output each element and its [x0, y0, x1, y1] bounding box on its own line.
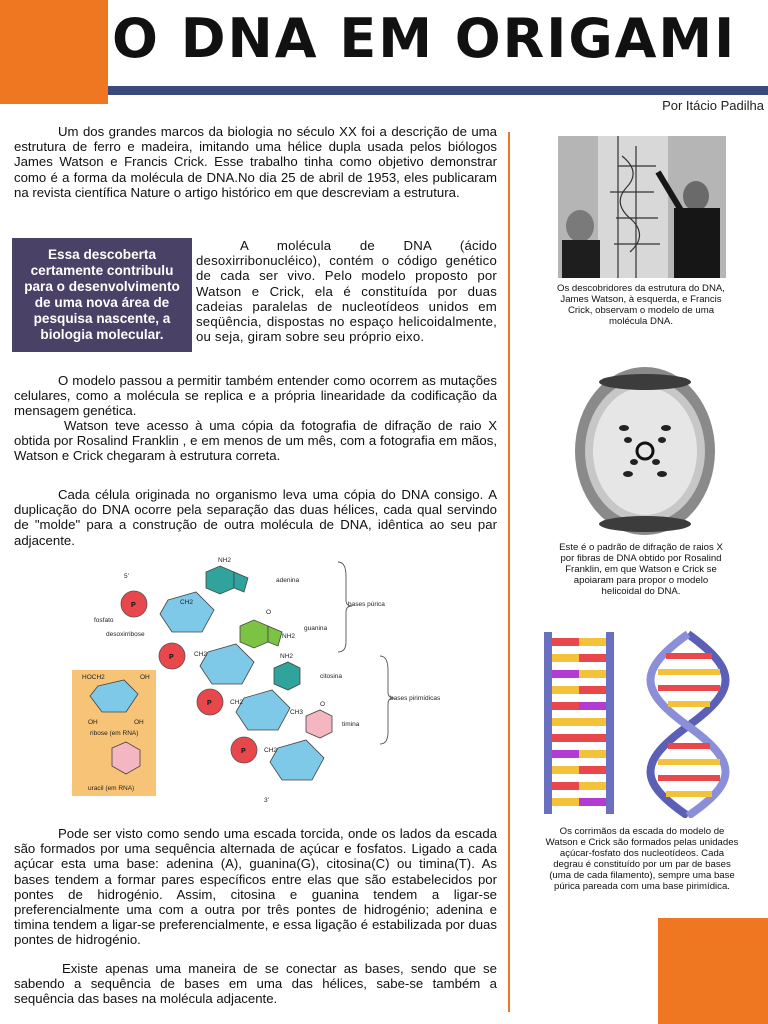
orange-corner-block — [0, 0, 108, 104]
label-ch2-3: CH2 — [230, 699, 244, 706]
label-ch3: CH3 — [290, 709, 304, 716]
paragraph-molecule: A molécula de DNA (ácido desoxirribonucléico), contém o código genético de cada ser vivo. Pelo modelo proposto por Watson e Crick, ela é constituída por duas cadeias paralelas de nucleotídeos unidos em seqüência, dispostas no espaço helicoidalmente, ou seja, giram sobre seu próprio eixo. — [196, 238, 497, 345]
ladder-rung-left — [552, 734, 579, 742]
caption-photo3: Os corrimãos da escada do modelo de Watson e Crick são formados pelas unidades açúcar-fosfato dos nucleotídeos. Cada degrau é constituído por um par de bases (uma de cada filamento), sempre uma base púrica pareada com uma base pirimídica. — [545, 826, 739, 892]
ladder-rung-left — [552, 798, 579, 806]
label-ch2-1: CH2 — [180, 599, 194, 606]
paragraph-intro: Um dos grandes marcos da biologia no século XX foi a descrição de uma estrutura de ferro e madeira, imitando uma hélice dupla usada pelos biólogos James Watson e Francis Crick. Esse trabalho tinha como objetivo demonstrar como é a forma da molécula de DNA.No dia 25 de abril de 1953, eles publicaram na revista científica Nature o artigo histórico em que descreviam a estrutura. — [14, 124, 497, 200]
cytosine-ring — [274, 662, 300, 690]
ladder-rung-right — [579, 702, 606, 710]
label-uracil: uracil (em RNA) — [88, 785, 135, 792]
orange-corner-block-bottom — [658, 918, 768, 1024]
label-citosina: citosina — [320, 673, 343, 680]
paragraph-model: O modelo passou a permitir também entender como ocorrem as mutações celulares, como a molécula se replica e a própria linearidade da codificação da mensagem genética. — [14, 373, 497, 419]
column-divider — [508, 132, 510, 1012]
label-p-3: P — [207, 700, 212, 707]
label-timina: timina — [342, 721, 360, 728]
author-byline: Por Itácio Padilha — [662, 98, 764, 113]
paragraph-watson: Watson teve acesso à uma cópia da fotografia de difração de raio X obtida por Rosalind Franklin , e em menos de um mês, com a fotografia em mãos, Watson e Crick chegaram à estrutura correta. — [14, 418, 497, 464]
ladder-rung-left — [552, 750, 579, 758]
xray-diffraction-image — [562, 356, 728, 536]
label-o-1: O — [266, 609, 272, 616]
label-p-2: P — [169, 654, 174, 661]
adenine-ring-2 — [234, 572, 248, 592]
ladder-rung-right — [579, 638, 606, 646]
label-p-4: P — [241, 748, 246, 755]
dna-ladder-helix-image — [540, 630, 750, 818]
label-oh-1: OH — [140, 674, 150, 681]
callout-box: Essa descoberta certamente contribulu para o desenvolvimento de uma nova área de pesquisa nascente, a biologia molecular. — [12, 238, 192, 352]
paragraph-replication: Cada célula originada no organismo leva uma cópia do DNA consigo. A duplicação do DNA ocorre pela separação das duas hélices, cada qual servindo de "molde" para a construção de outra molécula de DNA, idêntica ao seu par adjacente. — [14, 487, 497, 548]
ladder-rung-left — [552, 670, 579, 678]
label-nh2-1: NH2 — [218, 557, 232, 564]
caption-photo1: Os descobridores da estrutura do DNA, James Watson, à esquerda, e Francis Crick, observam o modelo de uma molécula DNA. — [557, 283, 725, 327]
ladder-rung-right — [579, 782, 606, 790]
ladder-rung-left — [552, 718, 579, 726]
ladder-rung-right — [579, 686, 606, 694]
label-5prime: 5' — [124, 573, 129, 580]
label-bases-pirimidicas: bases pirimídicas — [390, 695, 441, 702]
helix-model — [651, 634, 726, 816]
ladder-rung-left — [552, 766, 579, 774]
ladder-rung-left — [552, 702, 579, 710]
watson-crick-photo — [558, 136, 726, 278]
ladder-rung-right — [579, 718, 606, 726]
paragraph-ladder: Pode ser visto como sendo uma escada torcida, onde os lados da escada são formados por uma sequência alternada de açúcar e fosfatos. Ligado a cada açúcar esta uma base: adenina (A), guanina(G), citosina(C) ou timina(T). As bases tendem a formar pares específicos entre elas que são estabelecidos por pontes de hidrogénio. Assim, citosina e guanina tendem a ligar-se preferencialmente uma com a outra por três pontes de hidrogénio; adenina e timina tendem a ligar-se preferencialmente, e essa ligação é estabilizada por duas pontes de hidrogénio. — [14, 826, 497, 948]
ladder-rung-left — [552, 638, 579, 646]
ladder-rung-left — [552, 654, 579, 662]
label-ch2-2: CH2 — [194, 651, 208, 658]
label-desoxirribose: desoxirribose — [106, 631, 145, 638]
ladder-rung-right — [579, 798, 606, 806]
ladder-rung-left — [552, 686, 579, 694]
ladder-rung-right — [579, 766, 606, 774]
label-nh2-2: NH2 — [282, 633, 296, 640]
label-fosfato: fosfato — [94, 617, 114, 624]
label-adenina: adenina — [276, 577, 300, 584]
sugar-3 — [236, 690, 290, 730]
ladder-rung-right — [579, 750, 606, 758]
adenine-ring — [206, 566, 234, 594]
label-bases-puricas: bases púrica — [348, 601, 385, 608]
sugar-2 — [200, 644, 254, 684]
sugar-1 — [160, 592, 214, 632]
page-title: O DNA EM ORIGAMI — [112, 7, 737, 70]
ladder-rung-left — [552, 782, 579, 790]
sugar-4 — [270, 740, 324, 780]
label-oh-3: OH — [134, 719, 144, 726]
title-underline-bar — [108, 86, 768, 95]
ladder-rung-right — [579, 654, 606, 662]
label-oh-2: OH — [88, 719, 98, 726]
label-o-2: O — [320, 701, 326, 708]
label-3prime: 3' — [264, 797, 269, 804]
label-guanina: guanina — [304, 625, 328, 632]
nucleotide-diagram — [68, 548, 486, 810]
label-ch2-4: CH2 — [264, 747, 278, 754]
label-hoch2: HOCH2 — [82, 674, 105, 681]
label-p-1: P — [131, 602, 136, 609]
guanine-ring-2 — [268, 626, 282, 646]
guanine-ring — [240, 620, 268, 648]
ladder-rung-right — [579, 734, 606, 742]
label-ribose: ribose (em RNA) — [90, 730, 139, 737]
caption-photo2: Este é o padrão de difração de raios X por fibras de DNA obtido por Rosalind Franklin, em que Watson e Crick se apoiaram para propor o modelo helicoidal do DNA. — [559, 542, 723, 597]
ladder-rung-right — [579, 670, 606, 678]
label-nh2-3: NH2 — [280, 653, 294, 660]
thymine-ring — [306, 710, 332, 738]
paragraph-sequence: Existe apenas uma maneira de se conectar as bases, sendo que se sabendo a sequência de bases em uma das hélices, sabe-se também a sequência das bases na molécula adjacente. — [14, 961, 497, 1007]
